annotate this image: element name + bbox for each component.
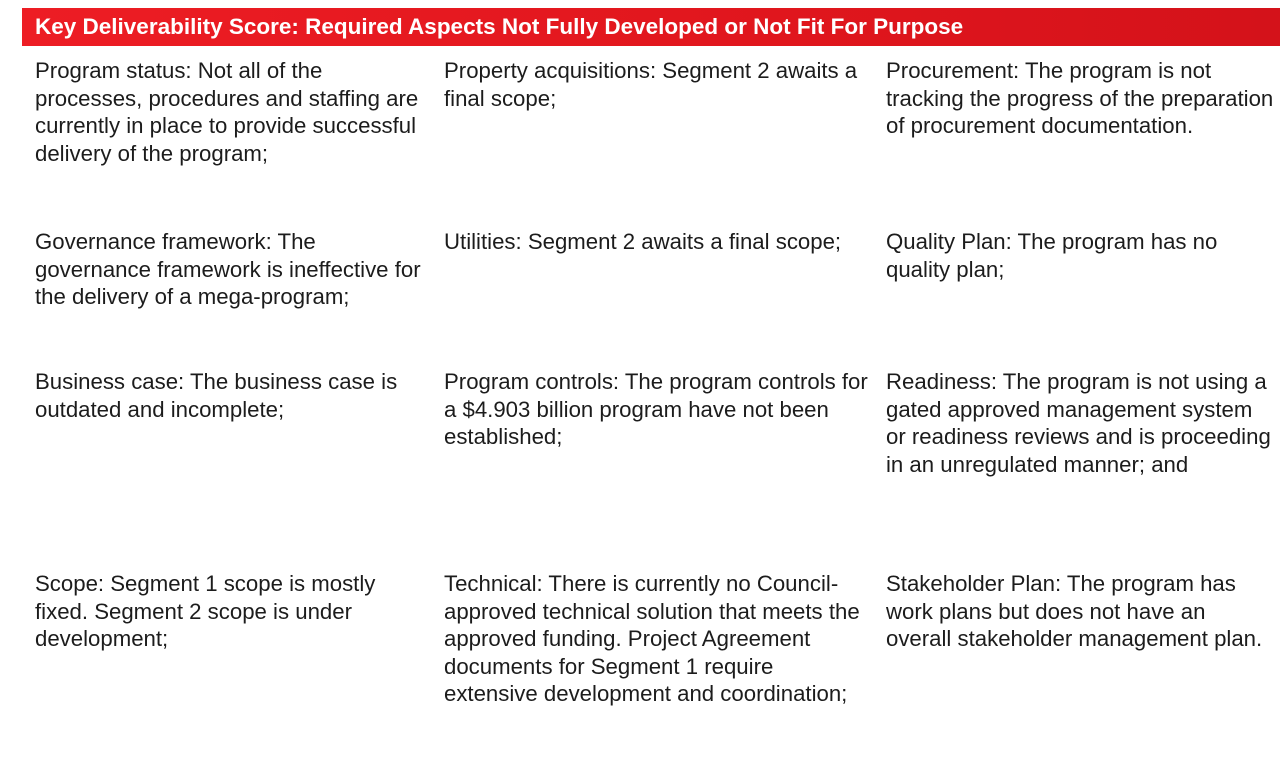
- cell-readiness: Readiness: The program is not using a gated approved management system or readiness reviews and is proceeding in an unregulated manner; and: [886, 369, 1271, 477]
- cell-program-status: Program status: Not all of the processes, procedures and staffing are currently in place to provide successful delivery of the program;: [35, 58, 419, 166]
- cell-business-case: Business case: The business case is outdated and incomplete;: [35, 369, 398, 422]
- cell-scope: Scope: Segment 1 scope is mostly fixed. Segment 2 scope is under development;: [35, 571, 376, 651]
- cell-program-controls: Program controls: The program controls for a $4.903 billion program have not been established;: [444, 369, 868, 449]
- cell-property-acquisitions: Property acquisitions: Segment 2 awaits a final scope;: [444, 58, 858, 111]
- cell-utilities: Utilities: Segment 2 awaits a final scope;: [444, 229, 842, 254]
- cell-quality-plan: Quality Plan: The program has no quality plan;: [886, 229, 1218, 282]
- section-banner: Key Deliverability Score: Required Aspects Not Fully Developed or Not Fit For Purpose: [22, 8, 1280, 46]
- cell-procurement: Procurement: The program is not tracking the progress of the preparation of procurement documentation.: [886, 58, 1274, 138]
- cell-governance-framework: Governance framework: The governance framework is ineffective for the delivery of a mega-program;: [35, 229, 421, 309]
- cell-technical: Technical: There is currently no Council-approved technical solution that meets the approved funding. Project Agreement documents for Segment 1 require extensive development and coordination;: [444, 571, 860, 706]
- cell-stakeholder-plan: Stakeholder Plan: The program has work plans but does not have an overall stakeholder management plan.: [886, 571, 1263, 651]
